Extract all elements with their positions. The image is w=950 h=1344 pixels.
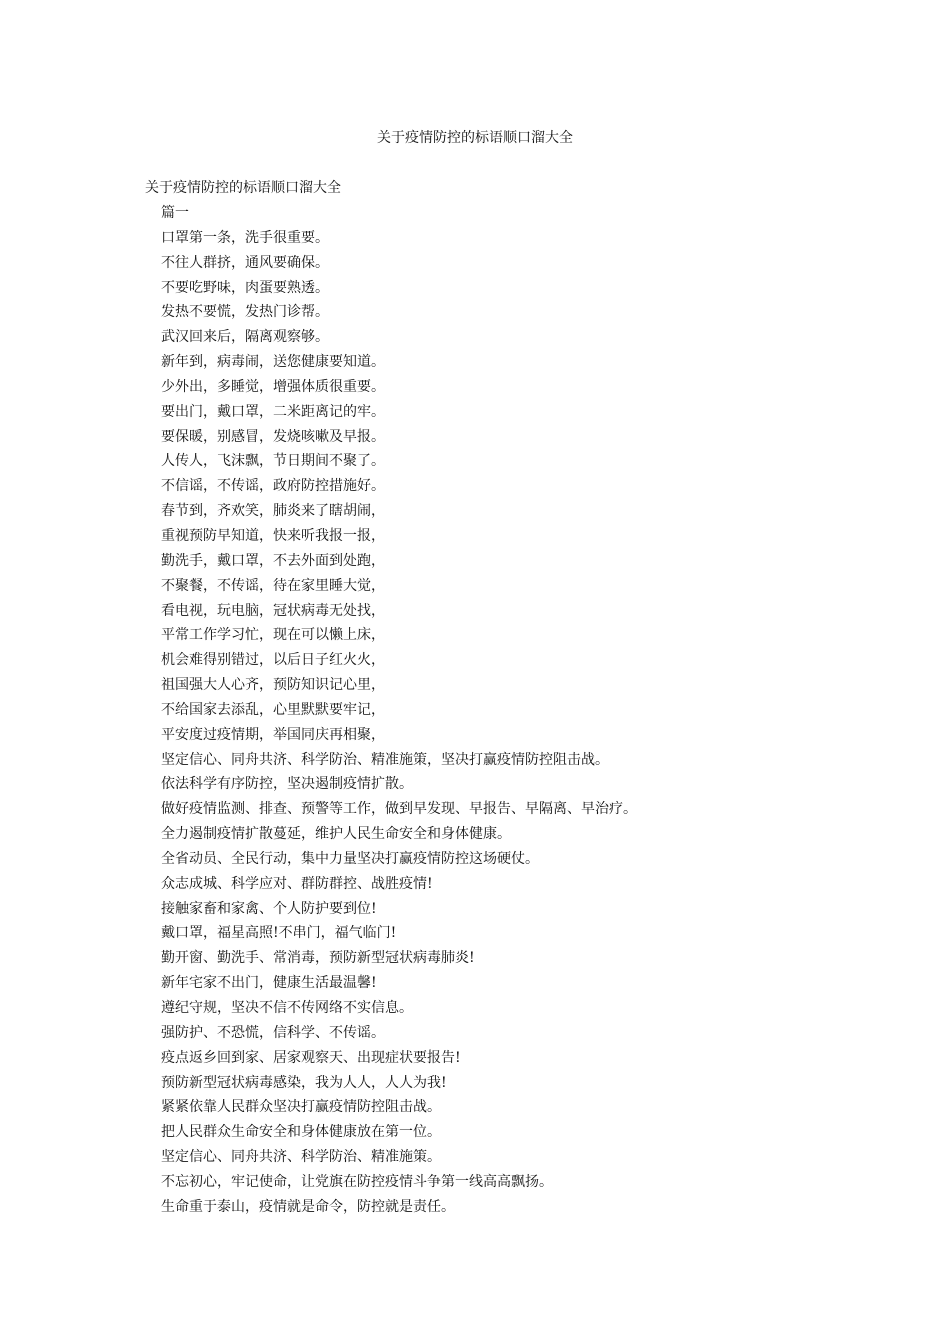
slogan-line: 新年宅家不出门，健康生活最温馨! bbox=[161, 975, 377, 992]
slogan-line: 机会难得别错过，以后日子红火火， bbox=[161, 652, 385, 669]
slogan-line: 发热不要慌，发热门诊帮。 bbox=[161, 304, 329, 321]
slogan-line: 要保暖，别感冒，发烧咳嗽及早报。 bbox=[161, 428, 385, 445]
slogan-line: 不忘初心，牢记使命，让党旗在防控疫情斗争第一线高高飘扬。 bbox=[161, 1173, 553, 1190]
slogan-line: 戴口罩，福星高照!不串门，福气临门! bbox=[161, 925, 397, 942]
slogan-line: 依法科学有序防控，坚决遏制疫情扩散。 bbox=[161, 776, 413, 793]
slogan-line: 不要吃野味，肉蛋要熟透。 bbox=[161, 279, 329, 296]
slogan-line: 不给国家去添乱，心里默默要牢记， bbox=[161, 701, 385, 718]
slogan-line: 春节到，齐欢笑，肺炎来了瞎胡闹， bbox=[161, 503, 385, 520]
slogan-line: 祖国强大人心齐，预防知识记心里， bbox=[161, 677, 385, 694]
slogan-line: 新年到，病毒闹，送您健康要知道。 bbox=[161, 354, 385, 371]
slogan-line: 疫点返乡回到家、居家观察天、出现症状要报告! bbox=[161, 1049, 461, 1066]
body-heading: 关于疫情防控的标语顺口溜大全 bbox=[145, 180, 341, 196]
slogan-line: 预防新型冠状病毒感染，我为人人，人人为我! bbox=[161, 1074, 447, 1091]
slogan-line: 众志成城、科学应对、群防群控、战胜疫情! bbox=[161, 875, 433, 892]
slogan-line: 接触家畜和家禽、个人防护要到位! bbox=[161, 900, 377, 917]
slogan-line: 坚定信心、同舟共济、科学防治、精准施策，坚决打赢疫情防控阻击战。 bbox=[161, 751, 609, 768]
slogan-line: 全力遏制疫情扩散蔓延，维护人民生命安全和身体健康。 bbox=[161, 826, 511, 843]
slogan-line: 平常工作学习忙，现在可以懒上床， bbox=[161, 627, 385, 644]
slogan-line: 平安度过疫情期，举国同庆再相聚， bbox=[161, 726, 385, 743]
slogan-line: 口罩第一条，洗手很重要。 bbox=[161, 229, 329, 246]
slogan-line: 少外出，多睡觉，增强体质很重要。 bbox=[161, 378, 385, 395]
slogan-line: 人传人，飞沫飘，节日期间不聚了。 bbox=[161, 453, 385, 470]
slogan-line: 强防护、不恐慌，信科学、不传谣。 bbox=[161, 1024, 385, 1041]
slogan-line: 武汉回来后，隔离观察够。 bbox=[161, 329, 329, 346]
slogan-line: 勤洗手，戴口罩，不去外面到处跑， bbox=[161, 552, 385, 569]
slogan-line: 做好疫情监测、排查、预警等工作，做到早发现、早报告、早隔离、早治疗。 bbox=[161, 801, 637, 818]
slogan-line: 勤开窗、勤洗手、常消毒，预防新型冠状病毒肺炎! bbox=[161, 950, 475, 967]
slogan-line: 生命重于泰山，疫情就是命令，防控就是责任。 bbox=[161, 1198, 455, 1215]
slogan-line: 重视预防早知道，快来听我报一报， bbox=[161, 527, 385, 544]
slogan-line: 遵纪守规，坚决不信不传网络不实信息。 bbox=[161, 1000, 413, 1016]
slogan-line: 不聚餐，不传谣，待在家里睡大觉， bbox=[161, 577, 385, 594]
slogan-line: 不信谣，不传谣，政府防控措施好。 bbox=[161, 478, 385, 495]
section-label: 篇一 bbox=[161, 205, 189, 221]
slogan-line: 把人民群众生命安全和身体健康放在第一位。 bbox=[161, 1124, 441, 1141]
slogan-line: 紧紧依靠人民群众坚决打赢疫情防控阻击战。 bbox=[161, 1099, 441, 1116]
slogan-line: 全省动员、全民行动，集中力量坚决打赢疫情防控这场硬仗。 bbox=[161, 850, 539, 867]
slogan-list bbox=[161, 203, 637, 1222]
slogan-line: 看电视，玩电脑，冠状病毒无处找， bbox=[161, 602, 385, 619]
slogan-line: 坚定信心、同舟共济、科学防治、精准施策。 bbox=[161, 1149, 441, 1166]
slogan-line: 不往人群挤，通风要确保。 bbox=[161, 254, 329, 271]
document-title: 关于疫情防控的标语顺口溜大全 bbox=[377, 130, 573, 146]
slogan-line: 要出门，戴口罩，二米距离记的牢。 bbox=[161, 403, 385, 420]
